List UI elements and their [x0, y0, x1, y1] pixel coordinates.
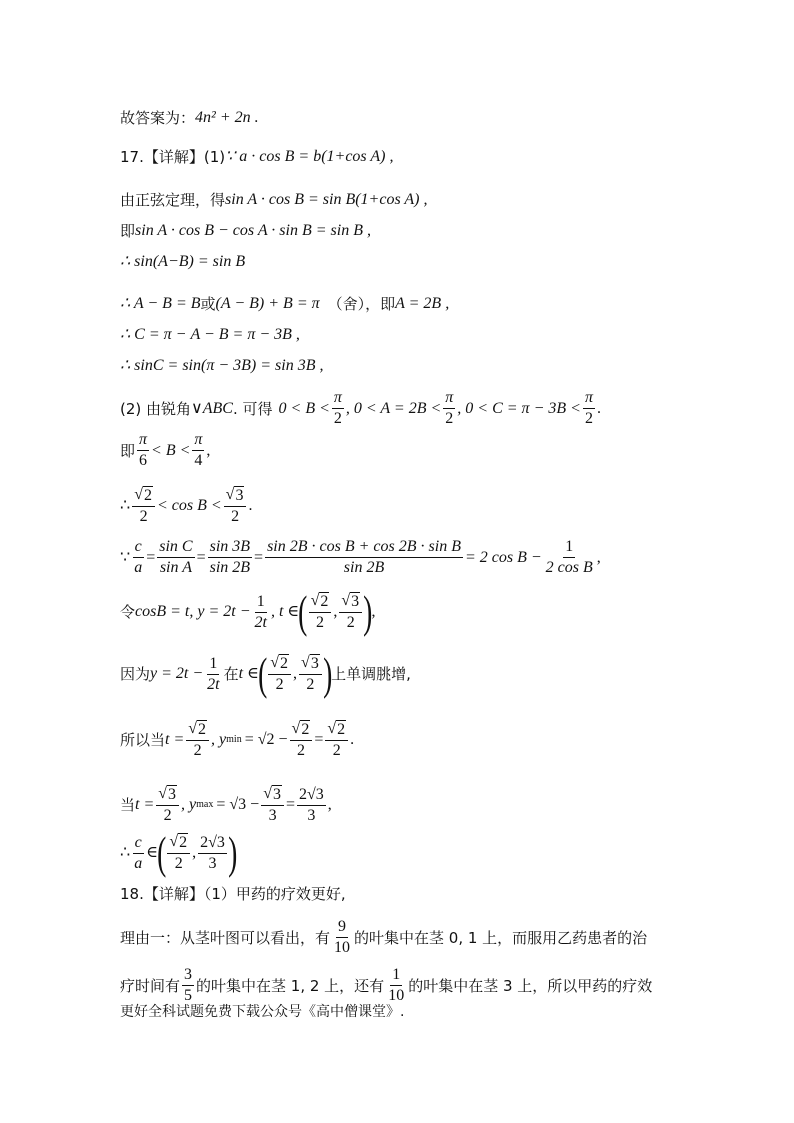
radicand: 3 — [351, 593, 360, 610]
b-range: 0 < B < — [278, 399, 330, 417]
y-label: , y — [211, 731, 227, 748]
comma: , — [596, 548, 601, 566]
radicand: 2 — [198, 721, 207, 738]
3-over-5-fraction — [182, 966, 194, 1005]
line-18-head — [120, 883, 754, 905]
line-substitution: 令 cosB = t, y = 2t − $\frac{1}{2t}$ , t ∈ ( √ 2 2 , √ 3 2 ) , — [120, 586, 376, 637]
frac-num: sin C — [157, 538, 194, 558]
one-over-2t-fraction — [205, 655, 221, 694]
min-subscript: min — [226, 734, 242, 745]
obtain-text: . 可得 — [232, 399, 273, 418]
given-equation: ∵ a · cos B = b(1+cos A) , — [225, 148, 394, 165]
frac-den: 2 — [333, 410, 342, 427]
sine-rule-expr: sin A · cos B = sin B(1+cos A) , — [225, 191, 428, 208]
frac-den: sin A — [159, 559, 192, 576]
comma: , — [371, 603, 376, 620]
pi-over-4-fraction — [192, 431, 204, 470]
zai-text: 在 — [223, 665, 239, 683]
sqrt3-over-3-fraction — [261, 785, 284, 825]
therefore-symbol: ∴ — [120, 497, 131, 514]
radicand: 2 — [337, 721, 346, 738]
line-range-result: ∴ $\frac{c}{a}$ ∈ ( √ 2 2 , $\frac{2√3}{3}$ ) — [120, 827, 238, 878]
frac-den: 2 — [315, 614, 324, 631]
frac-den: 2t — [207, 675, 220, 693]
b-between: < B < — [151, 441, 191, 459]
cosb-between: < cos B < — [156, 497, 222, 514]
reason-text-a: 理由一：从茎叶图可以看出，有 — [120, 928, 331, 947]
t-equals: t = — [135, 796, 155, 813]
a-range: , 0 < A = 2B < — [345, 399, 442, 417]
frac-num — [299, 654, 322, 675]
frac-num — [290, 720, 313, 741]
line-reason-2 — [120, 966, 754, 1005]
right-paren: ) — [227, 827, 238, 878]
case2-expr: (A − B) + B = π — [215, 295, 320, 312]
line-acute-triangle — [120, 389, 754, 428]
sqrt-symbol: √ 2 — [169, 833, 188, 851]
rejected-text: （舍），即 — [327, 295, 396, 313]
frac-den: 2 — [275, 676, 284, 693]
period: . — [350, 731, 355, 748]
line-sinc — [120, 355, 754, 377]
frac-den: 3 — [208, 854, 217, 872]
therefore-symbol: ∴ — [120, 844, 131, 861]
frac-num — [132, 486, 155, 507]
line-min — [120, 720, 754, 760]
frac-num — [167, 833, 190, 854]
case1-expr: ∴ A − B = B — [120, 295, 201, 312]
pi-over-2-fraction — [443, 389, 455, 428]
frac-den: 2 — [296, 742, 305, 759]
because-symbol: ∵ — [120, 548, 131, 566]
frac-num: sin 2B · cos B + cos 2B · sin B — [265, 538, 463, 558]
sqrt3-over-2-fraction — [224, 486, 247, 526]
frac-den: 5 — [184, 987, 193, 1004]
left-paren: ( — [257, 648, 268, 699]
radicand: 2 — [179, 834, 188, 851]
reason-text-c: 疗时间有 — [120, 976, 181, 995]
equals: = — [285, 796, 296, 813]
expansion-fraction — [265, 538, 463, 577]
substitution-expr: cosB = t, y = 2t − — [135, 603, 251, 620]
problem-17-label: 17.【详解】(1) — [120, 148, 226, 166]
answer-label: 故答案为： — [120, 109, 196, 127]
sin-diff-expr: ∴ sin(A−B) = sin B — [120, 253, 246, 270]
left-paren: ( — [298, 586, 308, 637]
sqrt2-over-2-fraction — [167, 833, 190, 873]
reason-text-b: 的叶集中在茎 0, 1 上，而服用乙药患者的治 — [354, 928, 648, 947]
frac-den: 3 — [307, 806, 316, 824]
2sqrt3-over-3-fraction — [198, 834, 227, 873]
sqrt-symbol: √ 3 — [158, 785, 177, 803]
frac-den: 2 — [193, 742, 202, 759]
c-over-a-fraction — [132, 834, 144, 873]
frac-num: π — [137, 431, 149, 451]
line-sin-diff — [120, 251, 754, 273]
frac-num — [309, 592, 332, 613]
sqrt-symbol: √ 2 — [310, 592, 329, 610]
frac-den: 2 — [332, 742, 341, 759]
t-in: , t ∈ — [270, 603, 300, 620]
left-paren: ( — [157, 827, 167, 878]
simplified-expr: = 2 cos B − — [464, 548, 542, 566]
frac-den: 2 — [174, 855, 183, 872]
frac-num: π — [192, 431, 204, 451]
min-expr: = √2 − — [244, 731, 288, 748]
frac-num — [261, 785, 284, 806]
frac-num: 1 — [207, 655, 219, 675]
frac-den: 2 — [445, 410, 454, 427]
frac-num: c — [133, 834, 144, 854]
sqrt-symbol: √ 2 — [134, 486, 152, 504]
pi-over-2-fraction — [583, 389, 595, 428]
frac-den: 2 — [306, 676, 315, 693]
line-17-head — [120, 146, 754, 168]
sqrt2-over-2-fraction — [325, 720, 348, 760]
equals: = — [314, 731, 324, 748]
sqrt-symbol: √ 3 — [301, 654, 319, 672]
frac-num: π — [443, 389, 455, 409]
sqrt-symbol: √ 2 — [270, 654, 289, 672]
radicand: 2 — [280, 655, 289, 672]
frac-num — [186, 720, 209, 741]
line-c-expr — [120, 324, 754, 346]
radicand: 2 — [143, 487, 152, 504]
frac-den: 3 — [268, 807, 277, 824]
line-cos-interval — [120, 486, 754, 526]
sinc-over-sina-fraction — [157, 538, 194, 577]
c-over-a-fraction — [132, 538, 144, 577]
sinc-expr: ∴ sinC = sin(π − 3B) = sin 3B , — [120, 357, 324, 374]
radicand: 2 — [301, 721, 310, 738]
expand-expr: sin A · cos B − cos A · sin B = sin B , — [135, 222, 371, 239]
radicand: 3 — [272, 786, 281, 803]
frac-num: π — [583, 389, 595, 409]
a-2b-expr: A = 2B , — [395, 295, 450, 312]
radicand: 2 — [320, 593, 329, 610]
frac-den: 4 — [194, 452, 203, 469]
max-expr: = √3 − — [216, 796, 260, 813]
period: . — [596, 399, 601, 417]
when-text: 当 — [120, 796, 136, 814]
triangle-expr: ∨ABC — [191, 399, 233, 417]
sqrt-symbol: √ 3 — [225, 486, 244, 504]
reason-text-d: 的叶集中在茎 1, 2 上，还有 — [196, 976, 385, 995]
sqrt3-over-2-fraction — [299, 654, 322, 694]
frac-den: 2 — [139, 508, 148, 525]
frac-den: 2t — [254, 613, 267, 631]
sqrt2-over-2-fraction — [132, 486, 155, 526]
sqrt2-over-2-fraction — [268, 654, 291, 694]
frac-num: 1 — [255, 593, 267, 613]
increasing-text: 上单调朓增, — [331, 665, 411, 683]
frac-num — [339, 592, 362, 613]
right-paren: ) — [322, 648, 333, 699]
line-answer — [120, 107, 754, 129]
line-a-equals-2b — [120, 293, 754, 315]
t-in: t ∈ — [238, 665, 259, 682]
sin3b-over-sin2b-fraction — [208, 538, 252, 577]
frac-num: 1 — [563, 538, 575, 558]
sqrt2-over-2-fraction — [186, 720, 209, 760]
9-over-10-fraction — [332, 918, 352, 957]
frac-num: 3 — [182, 966, 194, 986]
problem-18-label: 18.【详解】（1）甲药的疗效更好, — [120, 885, 346, 903]
frac-den: 10 — [388, 987, 405, 1004]
sqrt-symbol: √ 2 — [291, 720, 310, 738]
frac-num: 1 — [390, 966, 402, 986]
radicand: 3 — [168, 786, 177, 803]
frac-num — [224, 486, 247, 507]
frac-num — [156, 785, 179, 806]
line-footer — [120, 1001, 754, 1023]
line-monotonic: 因为 y = 2t − $\frac{1}{2t}$ 在 t ∈ ( √ 2 2 , √ 3 2 ) 上单调朓增, — [120, 648, 411, 699]
right-paren: ) — [363, 586, 373, 637]
ji-text: 即 — [120, 441, 136, 460]
frac-den: sin 2B — [343, 559, 385, 576]
max-subscript: max — [196, 799, 214, 810]
sqrt-symbol: √ 2 — [327, 720, 346, 738]
frac-den: 2 — [346, 614, 355, 631]
line-expand — [120, 220, 754, 242]
because-text: 因为 — [120, 665, 151, 683]
answer-expr: 4n² + 2n . — [195, 109, 259, 126]
frac-den: 2 cos B — [545, 559, 593, 576]
sine-rule-text: 由正弦定理，得 — [120, 191, 226, 209]
line-ratio: ∵ $\frac{c}{a}$ = $\frac{\text{sin C}}{\text{sin A}}$ = $\frac{\sin 3B}{\sin 2B}$ = $\frac{\text{sin 2B · cos B + cos 2B · sin B}}{\sin 2B}$ = 2 cos B − $\frac{1}{\text{2 cos B}}$ , — [120, 538, 601, 576]
frac-num: 9 — [336, 918, 348, 938]
c-expr: ∴ C = π − A − B = π − 3B , — [120, 326, 300, 343]
frac-den: a — [134, 559, 143, 576]
2sqrt3-over-3-fraction — [297, 786, 326, 825]
line-reason-1 — [120, 918, 754, 957]
frac-den: 2 — [584, 410, 593, 427]
frac-num — [325, 720, 348, 741]
part2-text: (2) 由锐角 — [120, 399, 192, 418]
frac-num: π — [332, 389, 344, 409]
frac-num: 2√3 — [198, 834, 227, 854]
one-over-2cosb-fraction — [544, 538, 595, 577]
function-expr: y = 2t − — [150, 665, 204, 682]
frac-den: sin 2B — [209, 559, 251, 576]
sqrt3-over-2-fraction — [156, 785, 179, 825]
sqrt3-over-2-fraction — [339, 592, 362, 632]
sqrt-symbol: √ 3 — [263, 785, 281, 803]
y-label: , y — [181, 796, 197, 813]
one-over-2t-fraction — [253, 593, 269, 632]
1-over-10-fraction — [386, 966, 406, 1005]
line-b-interval — [120, 431, 754, 470]
period: . — [248, 497, 253, 514]
so-when-text: 所以当 — [120, 731, 166, 749]
frac-num: c — [133, 538, 144, 558]
sqrt2-over-2-fraction — [309, 592, 332, 632]
t-equals: t = — [165, 731, 185, 748]
frac-den: a — [134, 854, 143, 872]
frac-num: sin 3B — [208, 538, 252, 558]
comma: , — [206, 441, 211, 459]
sqrt-symbol: √ 3 — [341, 592, 360, 610]
c-range: , 0 < C = π − 3B < — [457, 399, 581, 417]
frac-num — [268, 654, 291, 675]
expand-text: 即 — [120, 222, 136, 240]
frac-num: 2√3 — [297, 786, 326, 806]
radicand: 3 — [235, 487, 244, 504]
frac-den: 2 — [231, 508, 240, 525]
line-max — [120, 785, 754, 825]
reason-text-e: 的叶集中在茎 3 上，所以甲药的疗效 — [408, 976, 653, 995]
frac-den: 10 — [334, 939, 351, 956]
pi-over-6-fraction — [137, 431, 149, 470]
ling-text: 令 — [120, 603, 136, 621]
radicand: 3 — [310, 655, 319, 672]
comma: , — [327, 796, 332, 813]
sqrt2-over-2-fraction — [290, 720, 313, 760]
line-sine-rule — [120, 189, 754, 211]
pi-over-2-fraction — [332, 389, 344, 428]
element-of: ∈ — [146, 844, 159, 861]
or-text: 或 — [200, 295, 216, 313]
sqrt-symbol: √ 2 — [188, 720, 207, 738]
footer-text: 更好全科试题免费下载公众号《高中僧课堂》. — [120, 1004, 405, 1020]
frac-den: 2 — [163, 807, 172, 824]
frac-den: 6 — [139, 452, 148, 469]
